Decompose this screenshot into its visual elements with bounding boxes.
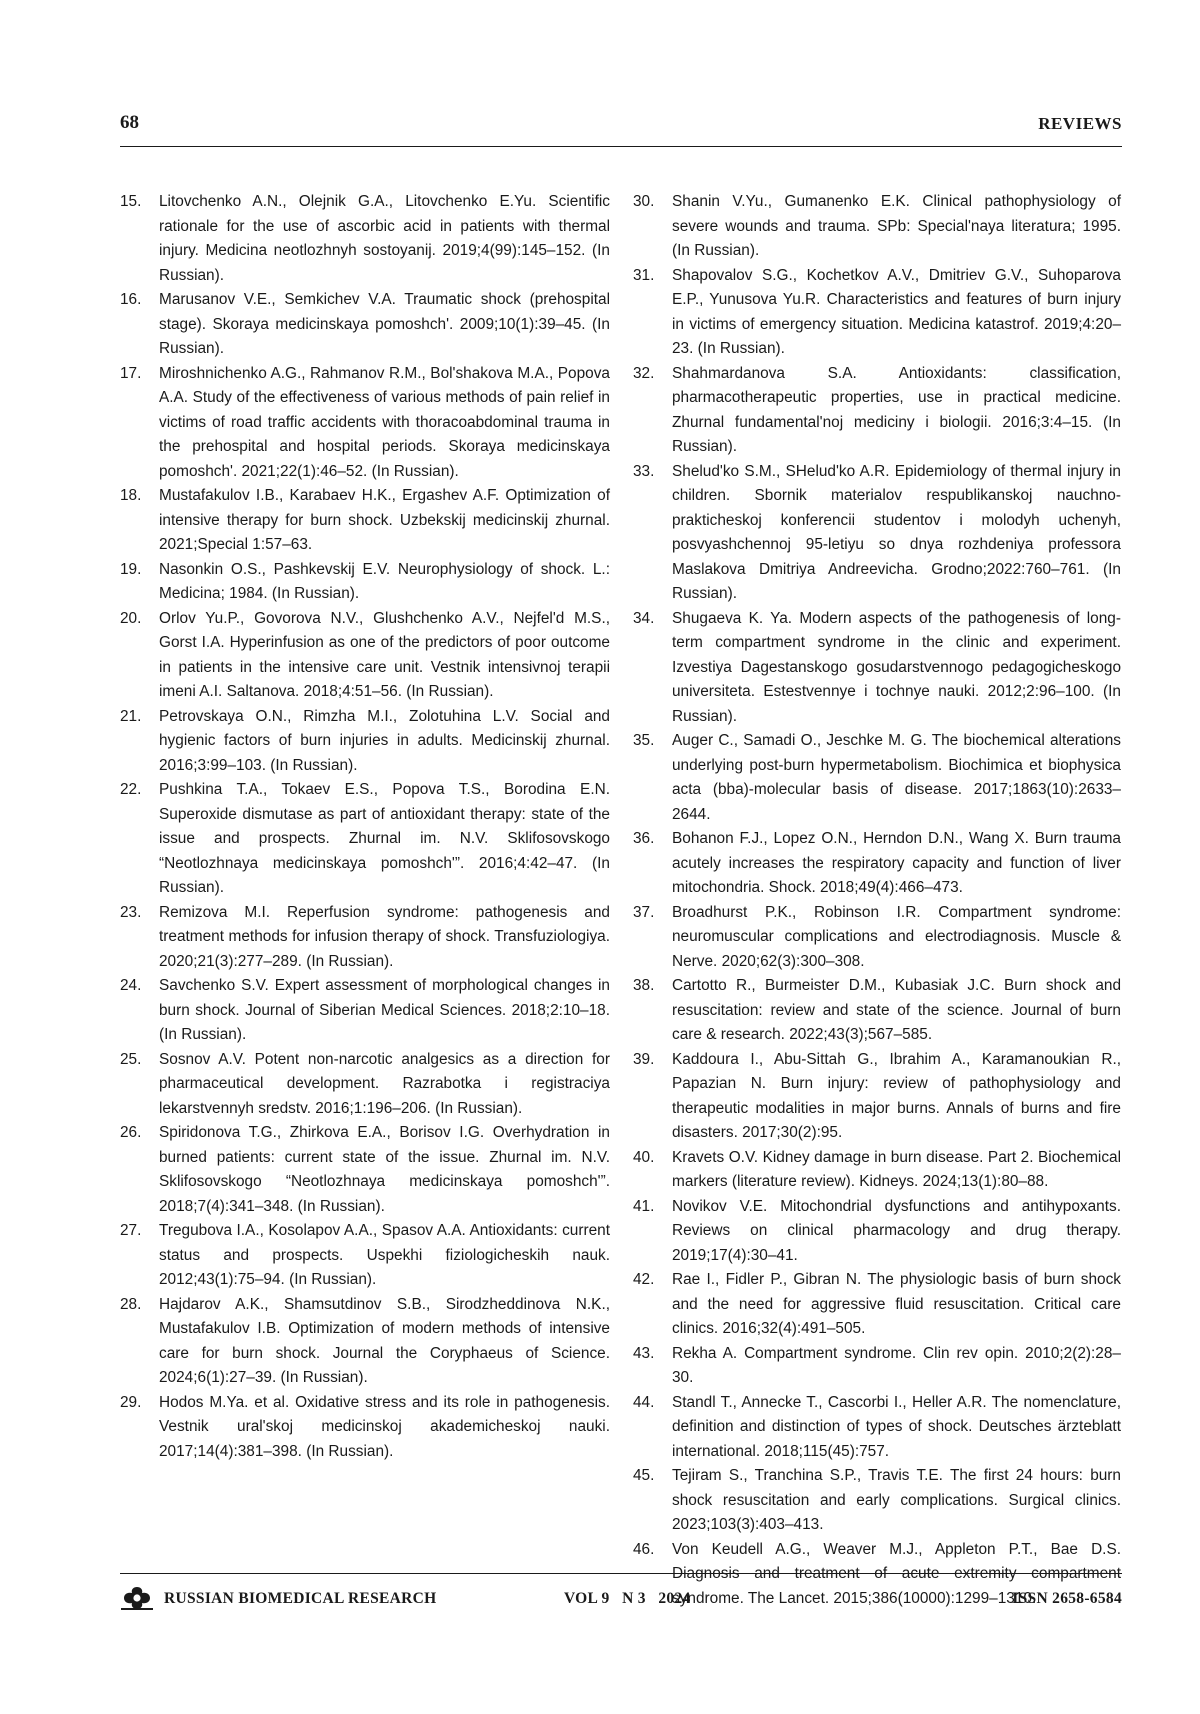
reference-item xyxy=(633,264,1121,362)
reference-text: Kaddoura I., Abu-Sittah G., Ibrahim A., Karamanoukian R., Papazian N. Burn injury: review of pathophysiology and therapeutic modalities in major burns. Annals of burns and fire disasters. 2017;30(2):95. xyxy=(672,1050,1121,1141)
reference-number: 40. xyxy=(633,1148,655,1166)
reference-text: Kravets O.V. Kidney damage in burn disease. Part 2. Biochemical markers (literature review). Kidneys. 2024;13(1):80–88. xyxy=(672,1148,1121,1190)
reference-item xyxy=(120,190,610,288)
reference-text: Mustafakulov I.B., Karabaev H.K., Ergashev A.F. Optimization of intensive therapy for burn shock. Uzbekskij medicinskij zhurnal. 2021;Special 1:57–63. xyxy=(159,487,610,553)
reference-text: Savchenko S.V. Expert assessment of morphological changes in burn shock. Journal of Siberian Medical Sciences. 2018;2:10–18. (In Russian). xyxy=(159,977,610,1043)
reference-item xyxy=(633,901,1121,975)
page-header xyxy=(120,110,1122,147)
reference-item xyxy=(120,901,610,975)
reference-text: Cartotto R., Burmeister D.M., Kubasiak J.C. Burn shock and resuscitation: review and state of the science. Journal of burn care & research. 2022;43(3);567–585. xyxy=(672,977,1121,1043)
reference-text: Bohanon F.J., Lopez O.N., Herndon D.N., Wang X. Burn trauma acutely increases the respiratory capacity and function of liver mitochondria. Shock. 2018;49(4):466–473. xyxy=(672,830,1121,896)
reference-number: 39. xyxy=(633,1050,655,1068)
page-number: 68 xyxy=(120,112,139,133)
reference-number: 45. xyxy=(633,1467,655,1484)
reference-text: Petrovskaya O.N., Rimzha M.I., Zolotuhina L.V. Social and hygienic factors of burn injuries in adults. Medicinskij zhurnal. 2016;3:99–103. (In Russian). xyxy=(159,707,610,774)
reference-text: Spiridonova T.G., Zhirkova E.A., Borisov I.G. Overhydration in burned patients: current state of the issue. Zhurnal im. N.V. Sklifosovskogo “Neotlozhnaya medicinskaya pomoshch'”. 2018;7(4):341–348. (In Russian). xyxy=(159,1124,610,1215)
reference-text: Auger C., Samadi O., Jeschke M. G. The biochemical alterations underlying post-burn hypermetabolism. Biochimica et biophysica acta (bba)-molecular basis of disease. 2017;1863(10):2633–2644. xyxy=(672,732,1121,823)
reference-text: Shelud'ko S.M., SHelud'ko A.R. Epidemiology of thermal injury in children. Sbornik materialov respublikanskoj nauchno-prakticheskoj konferencii studentov i molodyh uchenyh, posvyashchennoj 95-letiyu so dnya rozhdeniya professora Maslakova Dmitriya Andreevicha. Grodno;2022:760–761. (In Russian). xyxy=(672,462,1121,602)
reference-number: 19. xyxy=(120,560,142,578)
reference-number: 33. xyxy=(633,462,655,480)
reference-item xyxy=(120,558,610,607)
reference-text: Orlov Yu.P., Govorova N.V., Glushchenko A.V., Nejfel'd M.S., Gorst I.A. Hyperinfusion as one of the predictors of poor outcome in patients in the intensive care unit. Vestnik intensivnoj terapii imeni A.I. Saltanova. 2018;4:51–56. (In Russian). xyxy=(159,609,610,700)
reference-item xyxy=(120,1219,610,1293)
reference-text: Standl T., Annecke T., Cascorbi I., Heller A.R. The nomenclature, definition and distinction of types of shock. Deutsches ärzteblatt international. 2018;115(45):757. xyxy=(672,1393,1121,1460)
reference-text: Pushkina T.A., Tokaev E.S., Popova T.S., Borodina E.N. Superoxide dismutase as part of antioxidant therapy: state of the issue and prospects. Zhurnal im. N.V. Sklifosovskogo “Neotlozhnaya medicinskaya pomoshch'”. 2016;4:42–47. (In Russian). xyxy=(159,781,610,896)
reference-text: Tregubova I.A., Kosolapov A.A., Spasov A.A. Antioxidants: current status and prospects. Uspekhi fiziologicheskih nauk. 2012;43(1):75–94. (In Russian). xyxy=(159,1222,610,1288)
reference-item xyxy=(633,190,1121,264)
reference-number: 27. xyxy=(120,1222,142,1239)
reference-number: 20. xyxy=(120,609,142,627)
reference-text: Litovchenko A.N., Olejnik G.A., Litovchenko E.Yu. Scientific rationale for the use of ascorbic acid in patients with thermal injury. Medicina neotlozhnyh sostoyanij. 2019;4(99):145–152. (In Russian). xyxy=(159,193,610,284)
reference-text: Hodos M.Ya. et al. Oxidative stress and its role in pathogenesis. Vestnik ural'skoj medicinskoj akademicheskoj nauki. 2017;14(4):381–398. (In Russian). xyxy=(159,1393,610,1460)
reference-number: 34. xyxy=(633,609,655,627)
journal-logo-icon xyxy=(120,1585,154,1611)
reference-text: Rekha A. Compartment syndrome. Clin rev opin. 2010;2(2):28–30. xyxy=(672,1344,1121,1386)
reference-item xyxy=(120,974,610,1048)
reference-item xyxy=(633,607,1121,730)
reference-number: 42. xyxy=(633,1271,655,1288)
reference-item xyxy=(120,1293,610,1391)
reference-number: 30. xyxy=(633,193,655,210)
issue-info: VOL 9 N 3 2024 xyxy=(564,1590,691,1607)
reference-text: Nasonkin O.S., Pashkevskij E.V. Neurophysiology of shock. L.: Medicina; 1984. (In Russian). xyxy=(159,560,610,602)
reference-item xyxy=(633,1391,1121,1465)
reference-number: 16. xyxy=(120,291,142,308)
reference-text: Shapovalov S.G., Kochetkov A.V., Dmitriev G.V., Suhoparova E.P., Yunusova Yu.R. Characteristics and features of burn injury in victims of emergency situation. Medicina katastrof. 2019;4:20–23. (In Russian). xyxy=(672,266,1121,357)
reference-number: 44. xyxy=(633,1393,655,1411)
reference-item xyxy=(120,1121,610,1219)
reference-item xyxy=(120,362,610,485)
reference-number: 31. xyxy=(633,266,655,284)
reference-text: Tejiram S., Tranchina S.P., Travis T.E. The first 24 hours: burn shock resuscitation and early complications. Surgical clinics. 2023;103(3):403–413. xyxy=(672,1467,1121,1533)
reference-text: Shahmardanova S.A. Antioxidants: classification, pharmacotherapeutic properties, use in practical medicine. Zhurnal fundamental'noj mediciny i biologii. 2016;3:4–15. (In Russian). xyxy=(672,364,1121,455)
reference-item xyxy=(633,974,1121,1048)
reference-text: Shugaeva K. Ya. Modern aspects of the pathogenesis of long-term compartment syndrome in the clinic and experiment. Izvestiya Dagestanskogo gosudarstvennogo pedagogicheskogo universiteta. Estestvennye i tochnye nauki. 2012;2:96–100. (In Russian). xyxy=(672,609,1121,725)
reference-number: 32. xyxy=(633,364,655,382)
issn-number: ISSN 2658-6584 xyxy=(1012,1590,1122,1607)
reference-item xyxy=(633,827,1121,901)
reference-number: 38. xyxy=(633,977,655,994)
reference-text: Shanin V.Yu., Gumanenko E.K. Clinical pathophysiology of severe wounds and trauma. SPb: Special'naya literatura; 1995. (In Russian). xyxy=(672,193,1121,259)
references-list-left xyxy=(120,190,610,1464)
reference-item xyxy=(120,705,610,779)
reference-text: Sosnov A.V. Potent non-narcotic analgesics as a direction for pharmaceutical development. Razrabotka i registraciya lekarstvennyh sredstv. 2016;1:196–206. (In Russian). xyxy=(159,1050,610,1117)
reference-item xyxy=(120,778,610,901)
journal-name: RUSSIAN BIOMEDICAL RESEARCH xyxy=(164,1590,437,1607)
reference-number: 28. xyxy=(120,1295,142,1313)
reference-item xyxy=(633,1146,1121,1195)
reference-text: Von Keudell A.G., Weaver M.J., Appleton P.T., Bae D.S. Diagnosis and treatment of acute extremity compartment syndrome. The Lancet. 2015;386(10000):1299–1310. xyxy=(672,1540,1121,1607)
reference-number: 21. xyxy=(120,707,142,725)
reference-text: Miroshnichenko A.G., Rahmanov R.M., Bol'shakova M.A., Popova A.A. Study of the effectiveness of various methods of pain relief in victims of road traffic accidents with thoracoabdominal trauma in the prehospital and hospital periods. Skoraya medicinskaya pomoshch'. 2021;22(1):46–52. (In Russian). xyxy=(159,364,610,480)
reference-text: Marusanov V.E., Semkichev V.A. Traumatic shock (prehospital stage). Skoraya medicinskaya pomoshch'. 2009;10(1):39–45. (In Russian). xyxy=(159,291,610,357)
reference-number: 35. xyxy=(633,732,655,749)
reference-number: 23. xyxy=(120,903,142,921)
reference-number: 41. xyxy=(633,1197,655,1215)
reference-text: Rae I., Fidler P., Gibran N. The physiologic basis of burn shock and the need for aggressive fluid resuscitation. Critical care clinics. 2016;32(4):491–505. xyxy=(672,1271,1121,1337)
reference-item xyxy=(120,1391,610,1465)
reference-item xyxy=(633,1464,1121,1538)
reference-item xyxy=(633,362,1121,460)
reference-item xyxy=(120,1048,610,1122)
page-footer xyxy=(120,1573,1122,1614)
references-list-right xyxy=(633,190,1121,1611)
reference-number: 15. xyxy=(120,193,142,210)
reference-item xyxy=(120,607,610,705)
reference-number: 29. xyxy=(120,1393,142,1411)
reference-number: 36. xyxy=(633,830,655,847)
reference-number: 24. xyxy=(120,977,142,994)
reference-item xyxy=(633,729,1121,827)
reference-number: 43. xyxy=(633,1344,655,1362)
reference-number: 26. xyxy=(120,1124,142,1141)
reference-number: 22. xyxy=(120,781,142,798)
reference-item xyxy=(633,1342,1121,1391)
reference-text: Remizova M.I. Reperfusion syndrome: pathogenesis and treatment methods for infusion therapy of shock. Transfuziologiya. 2020;21(3):277–289. (In Russian). xyxy=(159,903,610,970)
reference-number: 17. xyxy=(120,364,142,382)
reference-text: Hajdarov A.K., Shamsutdinov S.B., Sirodzheddinova N.K., Mustafakulov I.B. Optimization of modern methods of intensive care for burn shock. Journal the Coryphaeus of Science. 2024;6(1):27–39. (In Russian). xyxy=(159,1295,610,1386)
reference-item xyxy=(120,484,610,558)
reference-number: 18. xyxy=(120,487,142,504)
reference-number: 46. xyxy=(633,1540,655,1558)
reference-item xyxy=(633,1195,1121,1269)
reference-text: Novikov V.E. Mitochondrial dysfunctions and antihypoxants. Reviews on clinical pharmacology and drug therapy. 2019;17(4):30–41. xyxy=(672,1197,1121,1264)
reference-item xyxy=(633,1048,1121,1146)
section-title: REVIEWS xyxy=(1038,114,1122,133)
reference-item xyxy=(633,1268,1121,1342)
reference-item xyxy=(633,460,1121,607)
reference-number: 25. xyxy=(120,1050,142,1068)
reference-item xyxy=(120,288,610,362)
reference-text: Broadhurst P.K., Robinson I.R. Compartment syndrome: neuromuscular complications and electrodiagnosis. Muscle & Nerve. 2020;62(3):300–308. xyxy=(672,903,1121,970)
reference-number: 37. xyxy=(633,903,655,921)
